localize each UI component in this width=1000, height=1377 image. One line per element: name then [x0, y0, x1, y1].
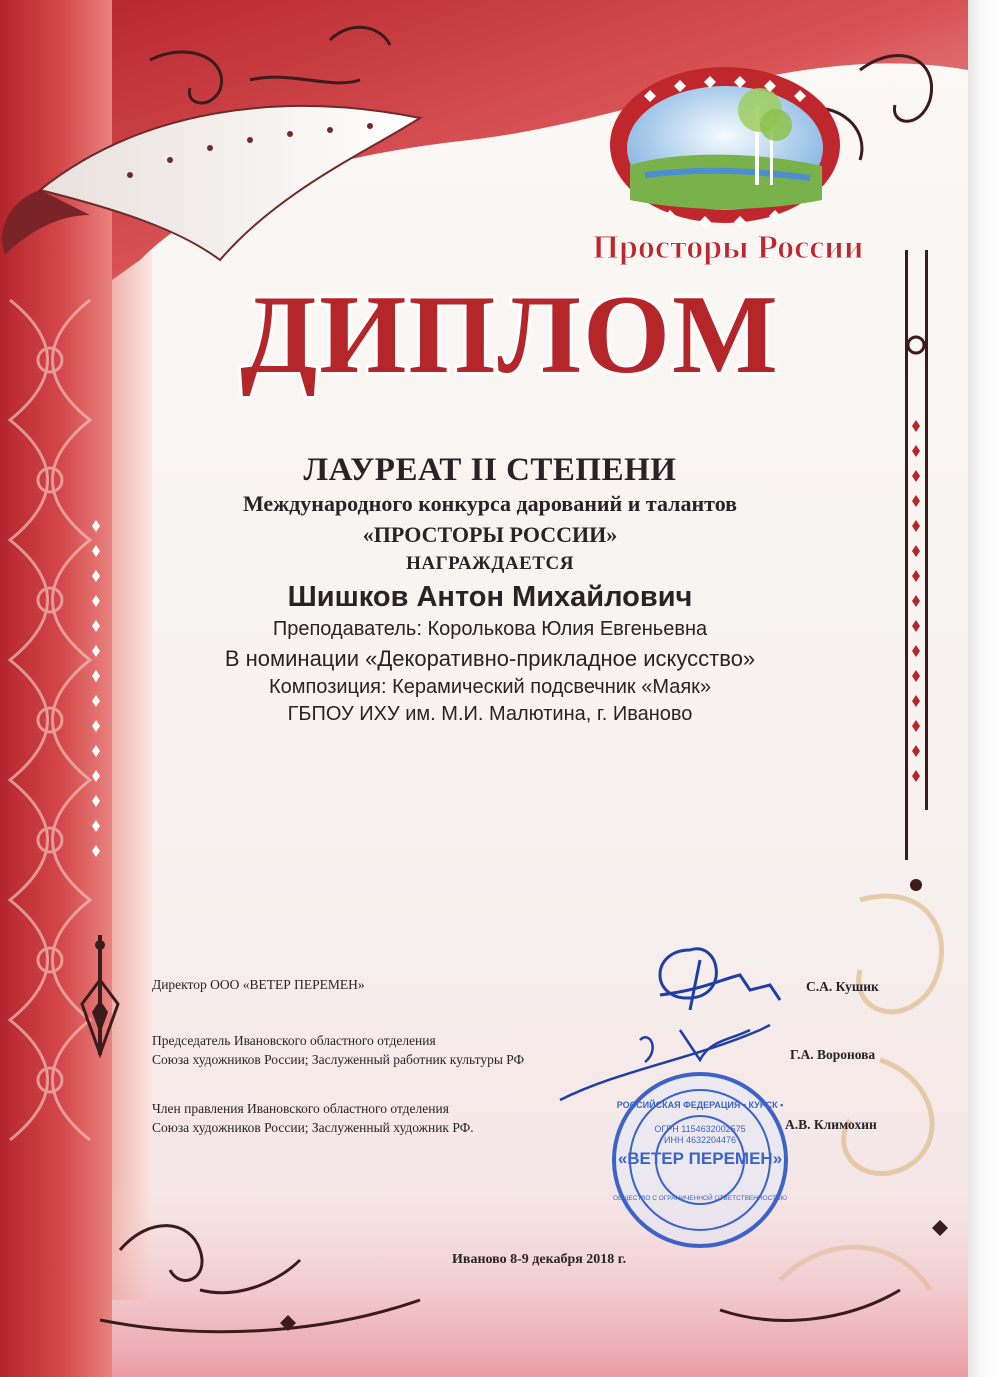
signatory-2-name: Г.А. Воронова	[790, 1047, 876, 1062]
awarded-label: НАГРАЖДАЕТСЯ	[406, 553, 574, 574]
signatory-3-role-line-1: Член правления Ивановского областного отделения	[152, 1101, 449, 1116]
signatory-1-role: Директор ООО «ВЕТЕР ПЕРЕМЕН»	[152, 977, 365, 992]
signatory-2-role-line-1: Председатель Ивановского областного отделения	[152, 1033, 436, 1048]
school-line: ГБПОУ ИХУ им. М.И. Малютина, г. Иваново	[287, 703, 693, 725]
stamp-center-text: «ВЕТЕР ПЕРЕМЕН»	[617, 1149, 783, 1168]
prostory-logo	[610, 67, 840, 228]
right-ornament	[905, 250, 928, 891]
contest-title: Международного конкурса дарований и талантов	[242, 491, 738, 516]
stamp-outer-text: РОССИЙСКАЯ ФЕДЕРАЦИЯ • КУРСК •	[616, 1100, 784, 1110]
stamp-ogrn: ОГРН 1154632002575	[654, 1124, 746, 1134]
signatory-2-role-line-2: Союза художников России; Заслуженный работник культуры РФ	[152, 1052, 525, 1067]
laureate-degree: ЛАУРЕАТ II СТЕПЕНИ	[303, 452, 677, 488]
teacher-line: Преподаватель: Королькова Юлия Евгеньевна	[272, 618, 708, 640]
signatory-3-role-line-2: Союза художников России; Заслуженный художник РФ.	[152, 1120, 474, 1135]
diploma-title: ДИПЛОМ	[240, 273, 780, 397]
bottom-fade	[112, 1180, 968, 1377]
stamp-lower-text: ОБЩЕСТВО С ОГРАНИЧЕННОЙ ОТВЕТСТВЕННОСТЬЮ	[613, 1195, 787, 1202]
signatory-3-name: А.В. Климохин	[785, 1117, 877, 1132]
nomination-line: В номинации «Декоративно-прикладное искусство»	[224, 646, 756, 671]
logo-text: Просторы России	[592, 229, 864, 266]
contest-name: «ПРОСТОРЫ РОССИИ»	[362, 522, 618, 547]
stamp-inn: ИНН 4632204476	[663, 1135, 737, 1145]
composition-line: Композиция: Керамический подсвечник «Маяк»	[268, 676, 712, 698]
awardee-name: Шишков Антон Михайлович	[287, 581, 693, 613]
signatory-1-name: С.А. Кушик	[806, 979, 879, 994]
left-inner-band	[112, 200, 152, 1300]
issue-date: Иваново 8-9 декабря 2018 г.	[452, 1252, 627, 1267]
signature-1	[660, 949, 780, 1010]
